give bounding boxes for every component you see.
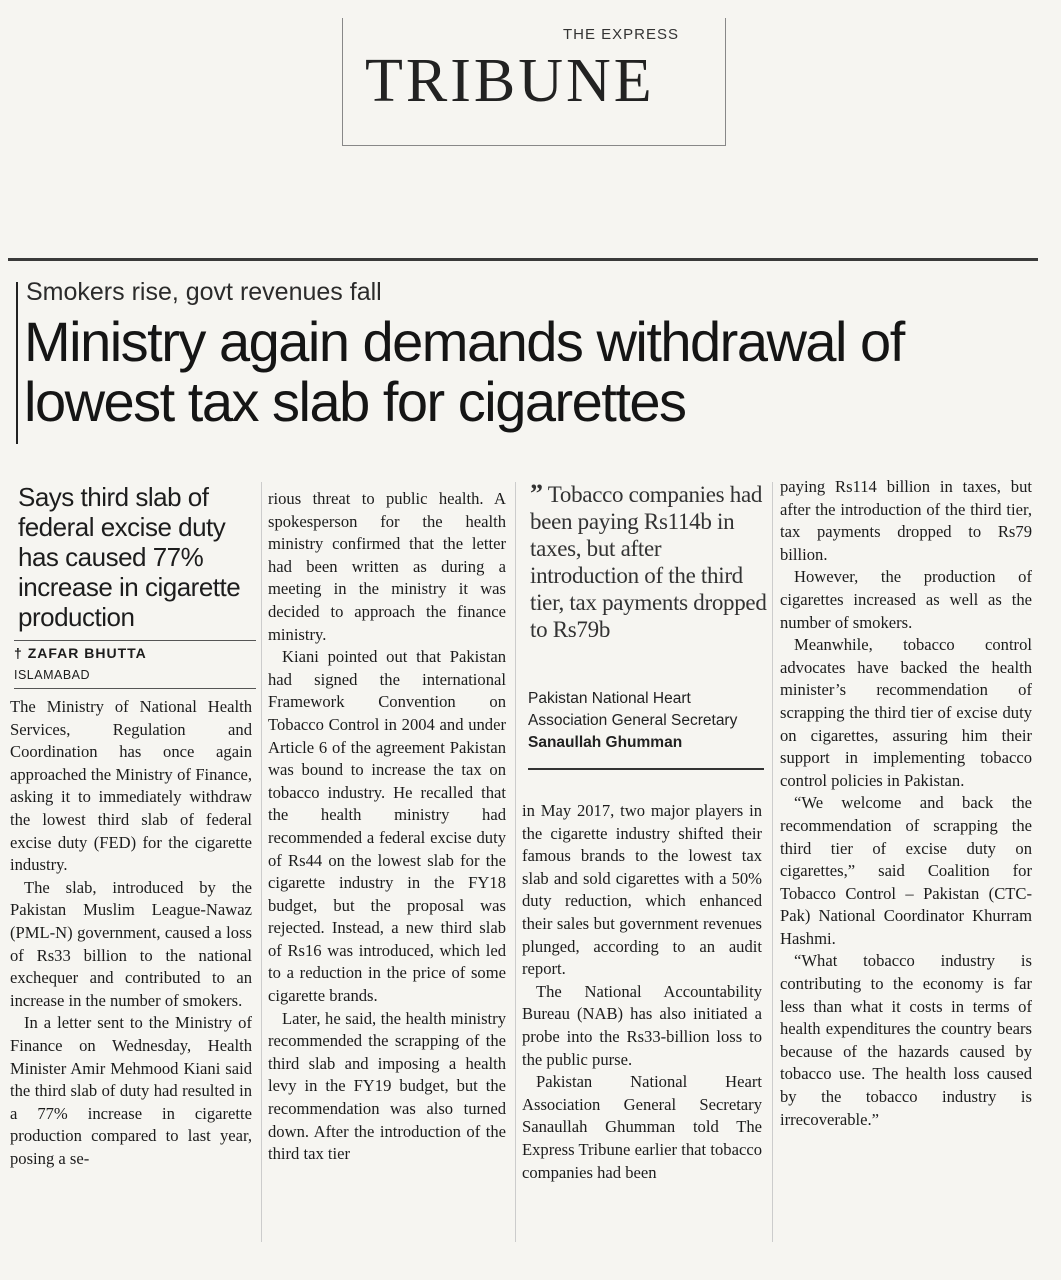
dateline: ISLAMABAD	[14, 668, 91, 682]
pull-quote-name: Sanaullah Ghumman	[528, 734, 683, 751]
byline	[14, 645, 147, 661]
paragraph: However, the production of cigarettes increased as well as the number of smokers.	[780, 567, 1032, 632]
masthead	[342, 18, 726, 146]
dateline-rule	[14, 688, 256, 689]
column-divider	[515, 482, 516, 1242]
article-column-2	[268, 488, 506, 1238]
headline: Ministry again demands withdrawal of lowest tax slab for cigarettes	[24, 310, 904, 433]
article-column-1	[10, 696, 252, 1246]
byline-rule	[14, 640, 256, 641]
column-divider	[261, 482, 262, 1242]
article-column-3	[522, 800, 762, 1240]
subdeck: Says third slab of federal excise duty has caused 77% increase in cigarette production	[18, 482, 241, 632]
pull-quote	[530, 480, 770, 643]
pull-quote-attribution	[528, 688, 768, 754]
paragraph: In a letter sent to the Ministry of Finance on Wednesday, Health Minister Amir Mehmood Kiani said the third slab of duty had resulted in a 77% increase in cigarette production compared to last year, posing a se-	[10, 1013, 252, 1168]
paragraph: Kiani pointed out that Pakistan had signed the international Framework Convention on Tobacco Control in 2004 and under Article 6 of the agreement Pakistan was bound to increase the tax on tobacco industry. He recalled that the health ministry had recommended a federal excise duty of Rs44 on the lowest slab for the cigarette industry in the FY18 budget, but the proposal was rejected. Instead, a new third slab of Rs16 was introduced, which led to a reduction in the price of some cigarette brands.	[268, 647, 506, 1006]
paragraph: in May 2017, two major players in the cigarette industry shifted their famous brands to the lowest tax slab and sold cigarettes with a 50% duty reduction, which enhanced their sales but government revenues plunged, according to an audit report.	[522, 801, 762, 979]
paragraph: The Ministry of National Health Services, Regulation and Coordination has once again approached the Ministry of Finance, asking it to immediately withdraw the lowest third slab of federal excise duty (FED) for the cigarette industry.	[10, 697, 252, 875]
byline-name: ZAFAR BHUTTA	[27, 645, 147, 661]
paragraph: Pakistan National Heart Association General Secretary Sanaullah Ghumman told The Express Tribune earlier that tobacco companies had been	[522, 1072, 762, 1182]
pull-quote-org: Pakistan National Heart Association General Secretary	[528, 690, 738, 729]
article-column-4	[780, 476, 1032, 1246]
paragraph: Meanwhile, tobacco control advocates have backed the health minister’s recommendation of scrapping the third tier of excise duty on cigarettes, assuring him their support in implementing tobacco control policies in Pakistan.	[780, 635, 1032, 790]
paragraph: rious threat to public health. A spokesperson for the health ministry confirmed that the letter had been written as during a meeting in the ministry it was decided to approach the finance ministry.	[268, 489, 506, 644]
byline-icon: †	[14, 645, 23, 661]
kicker: Smokers rise, govt revenues fall	[26, 278, 382, 306]
column-divider	[772, 482, 773, 1242]
masthead-the-express: THE EXPRESS	[562, 26, 679, 43]
paragraph: The slab, introduced by the Pakistan Muslim League-Nawaz (PML-N) government, caused a loss of Rs33 billion to the national exchequer and contributed to an increase in the number of smokers.	[10, 877, 252, 1010]
paragraph: “We welcome and back the recommendation of scrapping the third tier of excise duty on cigarettes,” said Coalition for Tobacco Control – Pakistan (CTC-Pak) National Coordinator Khurram Hashmi.	[780, 793, 1032, 948]
paragraph: “What tobacco industry is contributing to the economy is far less than what it costs in terms of health expenditures the country bears because of the hazards caused by tobacco use. The health loss caused by the tobacco industry is irrecoverable.”	[780, 951, 1032, 1129]
headline-side-rule	[16, 282, 18, 444]
paragraph: Later, he said, the health ministry recommended the scrapping of the third slab and imposing a health levy in the FY19 budget, but the recommendation was also turned down. After the introduction of the third tax tier	[268, 1008, 506, 1164]
pull-quote-text: Tobacco companies had been paying Rs114b in taxes, but after introduction of the third tier, tax payments dropped to Rs79b	[530, 482, 767, 642]
paragraph: paying Rs114 billion in taxes, but after the introduction of the third tier, tax payments dropped to Rs79 billion.	[780, 477, 1032, 564]
top-rule	[8, 258, 1038, 261]
paragraph: The National Accountability Bureau (NAB) has also initiated a probe into the Rs33-billion loss to the public purse.	[522, 981, 762, 1069]
pull-quote-rule	[528, 768, 764, 770]
masthead-tribune: TRIBUNE	[365, 47, 655, 115]
quote-mark-icon: ”	[530, 479, 543, 508]
